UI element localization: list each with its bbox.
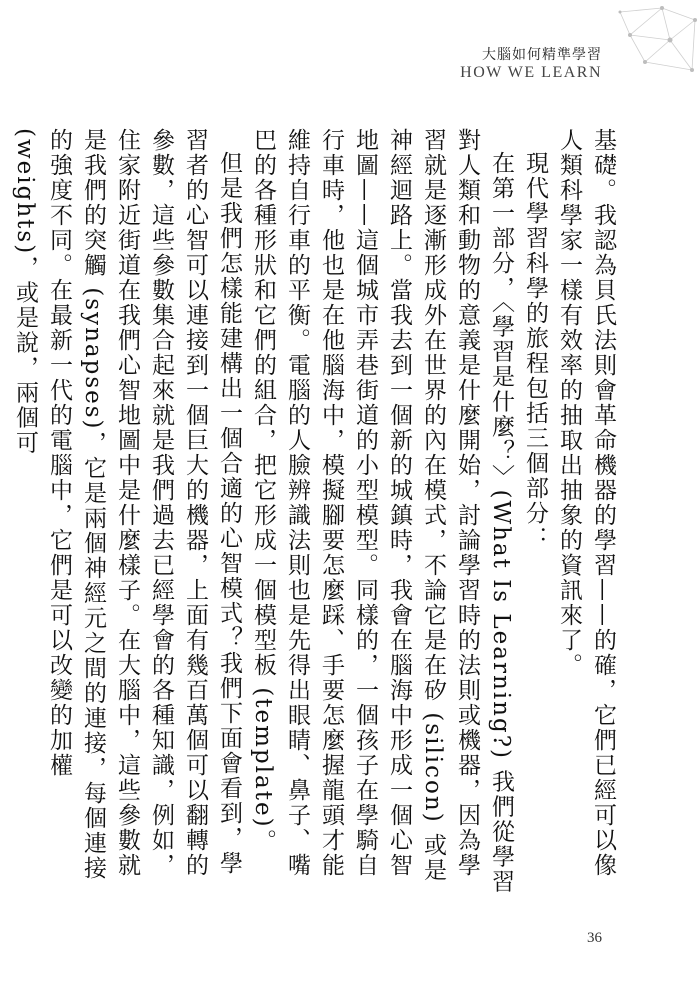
paragraph-3: 在第一部分，〈學習是什麼？〉(What Is Learning?) 我們從學習對人類和動物的意義是什麼開始，討論學習時的法則或機器，因為學習就是逐漸形成外在世界的內在模式，不論它是在矽 (silicon) 或是神經迴路上。當我去到一個新的城鎮時，我會在腦海中形成一個心智地圖——這個城市弄巷街道的小型模型。同樣的，一個孩子在學騎自行車時，他也是在他腦海中，模擬腳要怎麼踩、手要怎麼握龍頭才能維持自行車的平衡。電腦的人臉辨識法則也是先得出眼睛、鼻子、嘴巴的各種形狀和它們的組合，把它形成一個模型板 (template)。 — [250, 128, 514, 895]
paragraph-4: 但是我們怎樣能建構出一個合適的心智模式？我們下面會看到，學習者的心智可以連接到一個巨大的機器，上面有幾百萬個可以翻轉的參數，這些參數集合起來就是我們過去已經學會的各種知識，例如，住家附近街道在我們心智地圖中是什麼樣子。在大腦中，這些參數就是我們的突觸 (synapses)，它是兩個神經元之間的連接，每個連接的強度不同。在最新一代的電腦中，它們是可以改變的加權 (weights)，或是說，兩個可 — [12, 128, 242, 881]
running-header — [460, 46, 602, 82]
book-title-english: HOW WE LEARN — [460, 64, 602, 81]
network-decoration-icon — [600, 0, 700, 90]
page-number: 36 — [587, 930, 602, 946]
paragraph-2: 現代學習科學的旅程包括三個部分： — [522, 151, 548, 551]
book-title-chinese: 大腦如何精準學習 — [482, 47, 602, 63]
body-text — [12, 128, 620, 900]
paragraph-1: 基礎。我認為貝氏法則會革命機器的學習——的確，它們已經可以像人類科學家一樣有效率的抽取出抽象的資訊來了。 — [556, 128, 616, 878]
